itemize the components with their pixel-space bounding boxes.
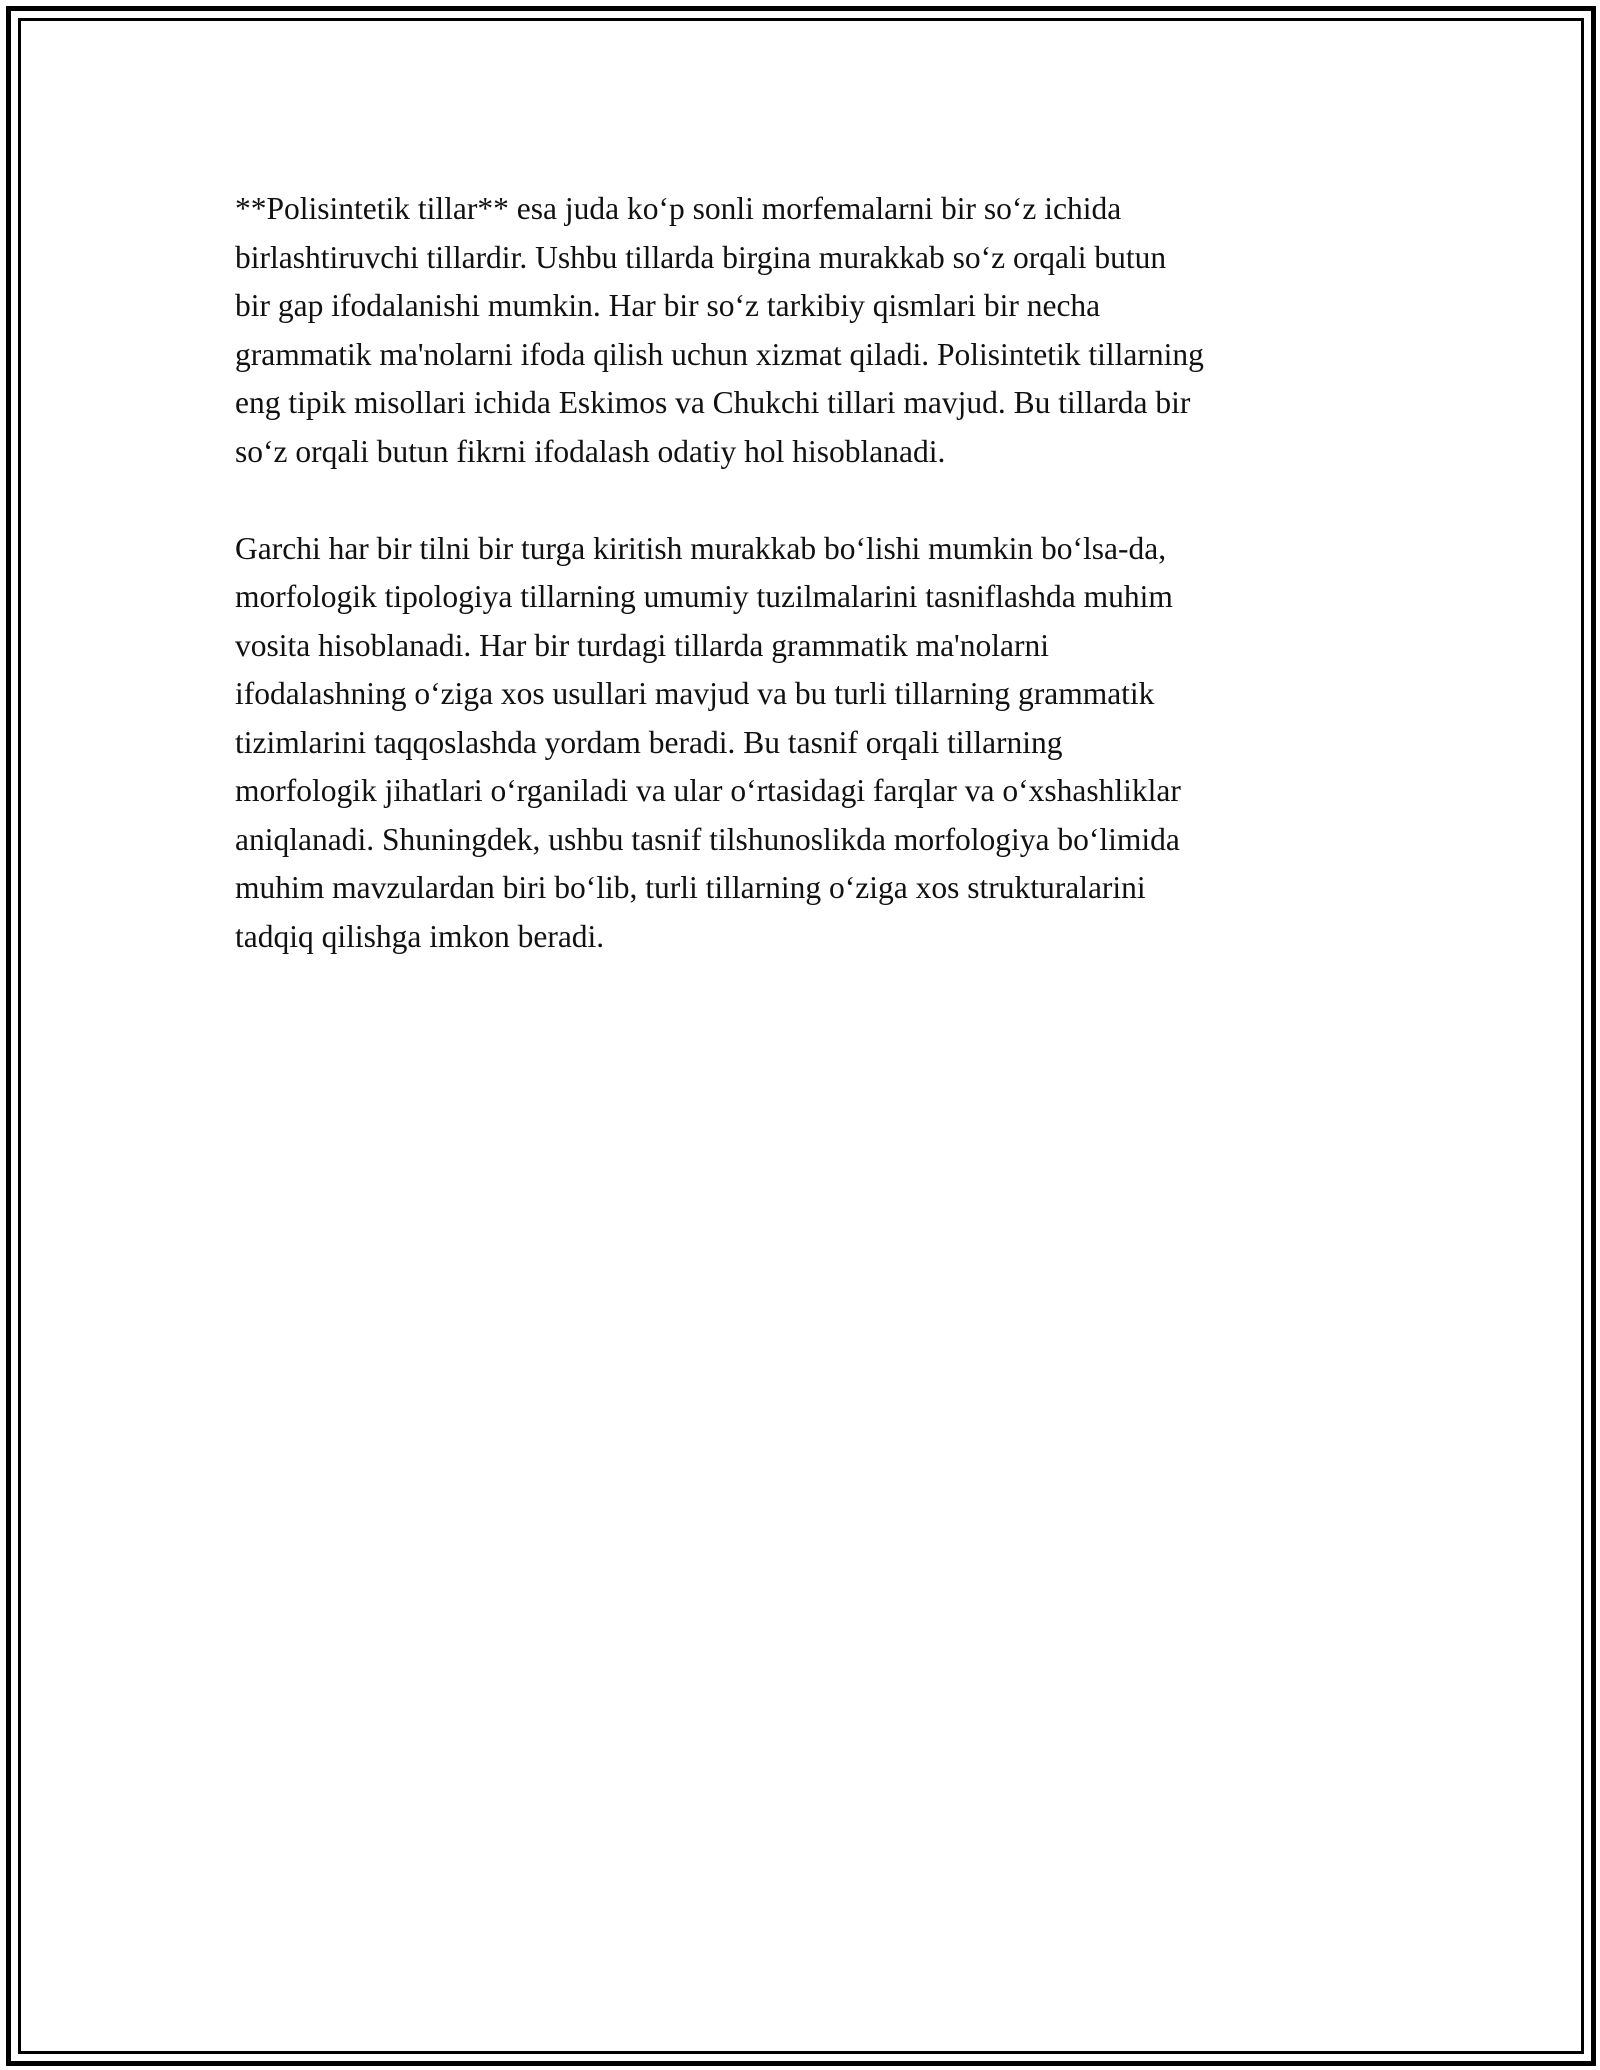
- paragraph-polysynthetic: **Polisintetik tillar** esa juda koʻp sonli morfemalarni bir soʻz ichida birlashtiruvchi tillardir. Ushbu tillarda birgina murakkab soʻz orqali butun bir gap ifodalanishi mumkin. Har bir soʻz tarkibiy qismlari bir necha grammatik ma'nolarni ifoda qilish uchun xizmat qiladi. Polisintetik tillarning eng tipik misollari ichida Eskimos va Chukchi tillari mavjud. Bu tillarda bir soʻz orqali butun fikrni ifodalash odatiy hol hisoblanadi.: [235, 191, 1204, 469]
- document-body: [235, 185, 1375, 1010]
- paragraph-typology-summary: Garchi har bir tilni bir turga kiritish murakkab boʻlishi mumkin boʻlsa-da, morfologik tipologiya tillarning umumiy tuzilmalarini tasniflashda muhim vosita hisoblanadi. Har bir turdagi tillarda grammatik ma'nolarni ifodalashning oʻziga xos usullari mavjud va bu turli tillarning grammatik tizimlarini taqqoslashda yordam beradi. Bu tasnif orqali tillarning morfologik jihatlari oʻrganiladi va ular oʻrtasidagi farqlar va oʻxshashliklar aniqlanadi. Shuningdek, ushbu tasnif tilshunoslikda morfologiya boʻlimida muhim mavzulardan biri boʻlib, turli tillarning oʻziga xos strukturalarini tadqiq qilishga imkon beradi.: [235, 530, 1181, 954]
